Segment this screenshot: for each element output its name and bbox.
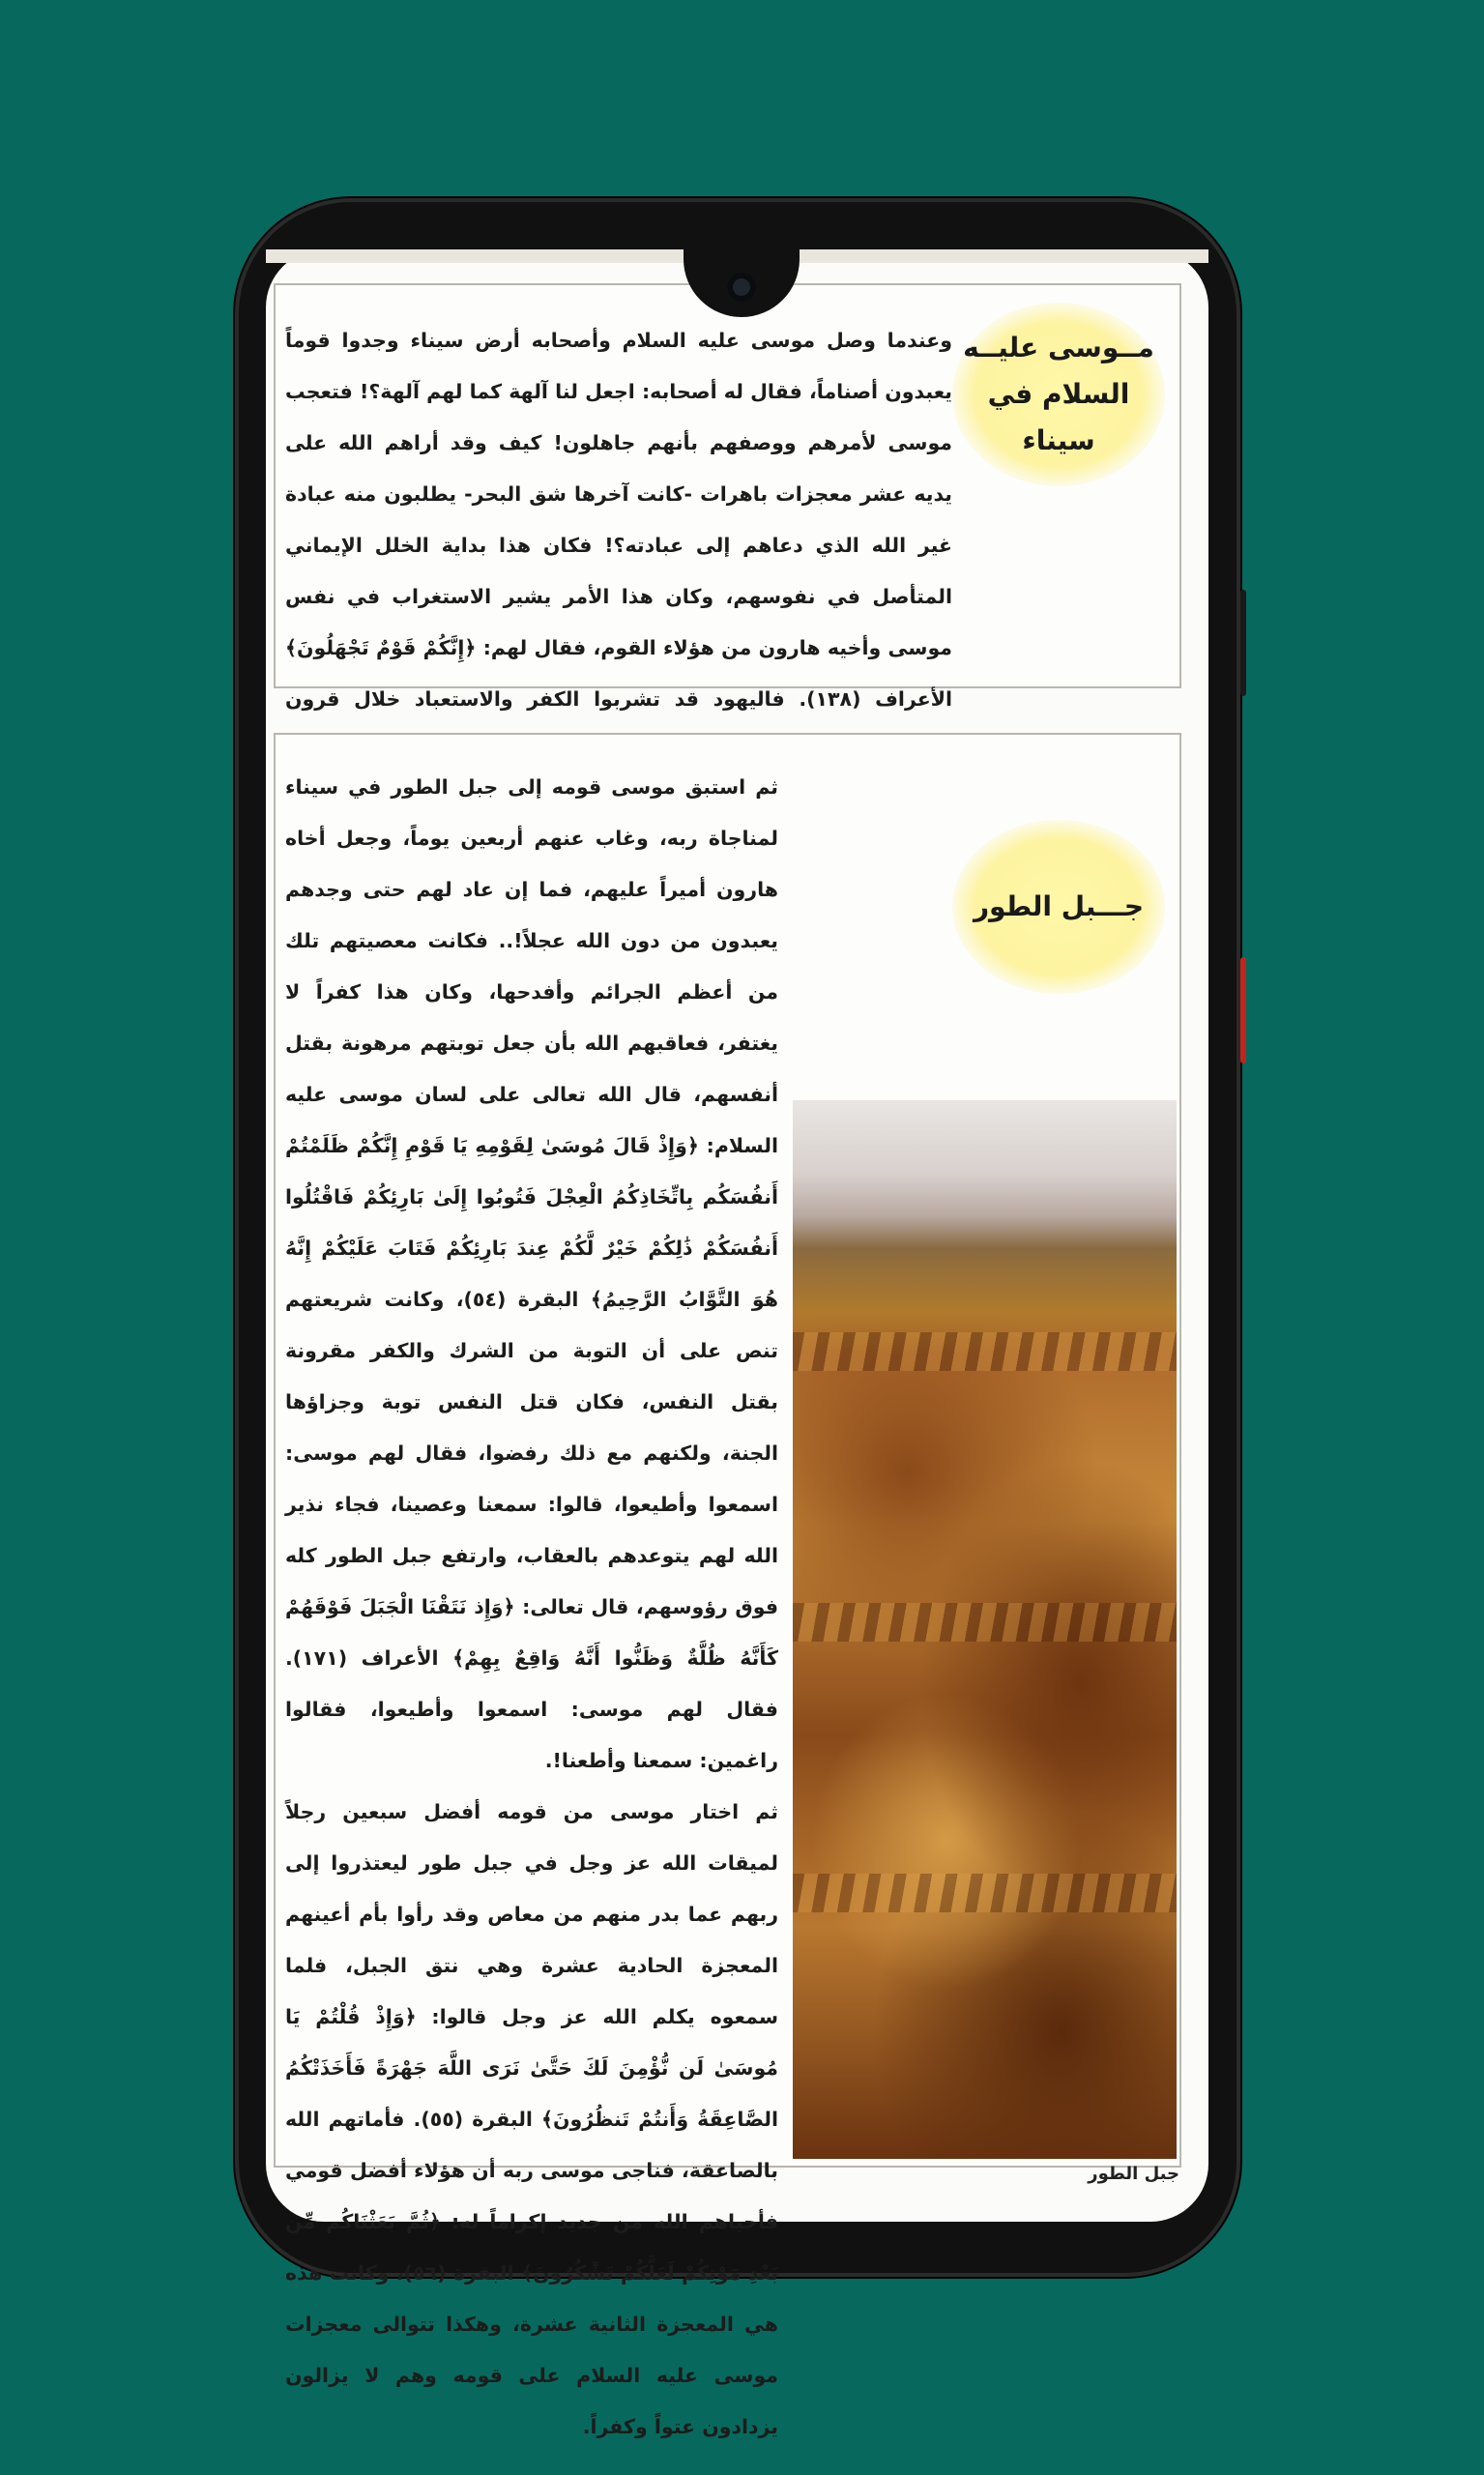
- section-sinai-text: وعندما وصل موسى عليه السلام وأصحابه أرض سيناء وجدوا قوماً يعبدون أصناماً، فقال له أصحابه: اجعل لنا آلهة كما لهم آلهة؟! فتعجب موسى لأمرهم ووصفهم بأنهم جاهلون! كيف وقد أراهم الله على يديه عشر معجزات باهرات -كانت آخرها شق البحر- يطلبون منه عبادة غير الله الذي دعاهم إلى عبادته؟! فكان هذا بداية الخلل الإيماني المتأصل في نفوسهم، وكان هذا الأمر يشير الاستغراب في نفس موسى وأخيه هارون من هؤلاء القوم، فقال لهم: ﴿إِنَّكُمْ قَوْمٌ تَجْهَلُونَ﴾ الأعراف (١٣٨). فاليهود قد تشربوا الكفر والاستعباد خلال قرون: [285, 329, 952, 711]
- section-sinai-title: مــوسى عليــه السلام في سيناء: [963, 332, 1154, 456]
- volume-button: [1240, 590, 1246, 696]
- front-camera-icon: [727, 273, 756, 302]
- photo-caption: جبل الطور: [1088, 2164, 1179, 2184]
- phone-screen[interactable]: [266, 249, 1208, 2438]
- section-tur-text: [285, 762, 778, 2453]
- section-tur-paragraph-2: ثم اختار موسى من قومه أفضل سبعين رجلاً لميقات الله عز وجل في جبل طور ليعتذروا إلى ربهم عما بدر منهم من معاص وقد رأوا بأم أعينهم المعجزة الحادية عشرة وهي نتق الجبل، فلما سمعوه يكلم الله عز وجل قالوا: ﴿وَإِذْ قُلْتُمْ يَا مُوسَىٰ لَن نُّؤْمِنَ لَكَ حَتَّىٰ نَرَى اللَّهَ جَهْرَةً فَأَخَذَتْكُمُ الصَّاعِقَةُ وَأَنتُمْ تَنظُرُونَ﴾ البقرة (٥٥). فأماتهم الله بالصاعقة، فناجى موسى ربه أن هؤلاء أفضل قومي فأحياهم الله من جديد إكراماً له: ﴿ثُمَّ بَعَثْنَاكُم مِّن بَعْدِ مَوْتِكُمْ لَعَلَّكُمْ تَشْكُرُونَ﴾ البقرة (٥٦)، وكانت هذه هي المعجزة الثانية عشرة، وهكذا تتوالى معجزات موسى عليه السلام على قومه وهم لا يزالون يزدادون عتواً وكفراً.: [285, 1800, 778, 2438]
- section-tur-title: جـــبل الطور: [973, 890, 1145, 922]
- photo-ridge: [793, 1603, 1177, 1642]
- section-sinai-title-badge: [952, 303, 1165, 486]
- section-tur-paragraph-1: ثم استبق موسى قومه إلى جبل الطور في سيناء لمناجاة ربه، وغاب عنهم أربعين يوماً، وجعل أخاه هارون أميراً عليهم، فما إن عاد لهم حتى وجدهم يعبدون من دون الله عجلاً!.. فكانت معصيتهم تلك من أعظم الجرائم وأفدحها، وكان هذا كفراً لا يغتفر، فعاقبهم الله بأن جعل توبتهم مرهونة بقتل أنفسهم، قال الله تعالى على لسان موسى عليه السلام: ﴿وَإِذْ قَالَ مُوسَىٰ لِقَوْمِهِ يَا قَوْمِ إِنَّكُمْ ظَلَمْتُمْ أَنفُسَكُم بِاتِّخَاذِكُمُ الْعِجْلَ فَتُوبُوا إِلَىٰ بَارِئِكُمْ فَاقْتُلُوا أَنفُسَكُمْ ذَٰلِكُمْ خَيْرٌ لَّكُمْ عِندَ بَارِئِكُمْ فَتَابَ عَلَيْكُمْ إِنَّهُ هُوَ التَّوَّابُ الرَّحِيمُ﴾ البقرة (٥٤)، وكانت شريعتهم تنص على أن التوبة من الشرك والكفر مقرونة بقتل النفس، فكان قتل النفس توبة وجزاؤها الجنة، ولكنهم مع ذلك رفضوا، فقال لهم موسى: اسمعوا وأطيعوا، قالوا: سمعنا وعصينا، فجاء نذير الله لهم يتوعدهم بالعقاب، وارتفع جبل الطور كله فوق رؤوسهم، قال تعالى: ﴿وَإِذ نَتَقْنَا الْجَبَلَ فَوْقَهُمْ كَأَنَّهُ ظُلَّةٌ وَظَنُّوا أَنَّهُ وَاقِعٌ بِهِمْ﴾ الأعراف (١٧١). فقال لهم موسى: اسمعوا وأطيعوا، فقالوا راغمين: سمعنا وأطعنا!.: [285, 775, 778, 1772]
- photo-ridge: [793, 1332, 1177, 1371]
- mount-sinai-photo: [793, 1100, 1177, 2159]
- section-tur-title-badge: [952, 820, 1165, 994]
- power-button: [1240, 957, 1246, 1063]
- photo-ridge: [793, 1874, 1177, 1912]
